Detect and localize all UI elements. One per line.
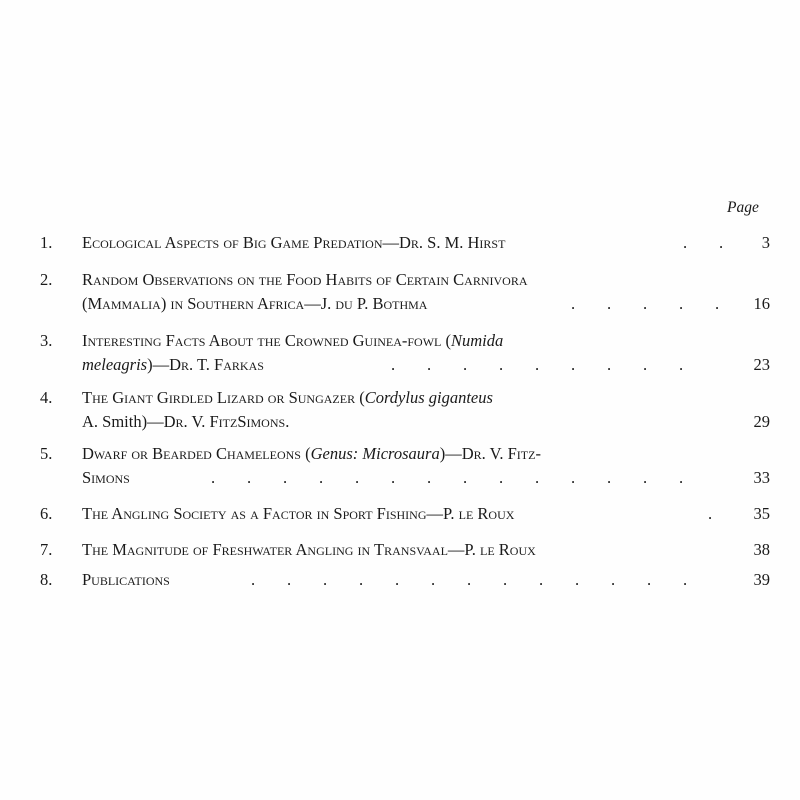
entry-page-number: 3 (761, 233, 770, 252)
entry-number: 6. (40, 504, 53, 523)
entry-number: 4. (40, 388, 53, 407)
leader-dots: . . . . . . . . . (390, 355, 684, 374)
entry-page-number: 35 (753, 504, 770, 523)
entry-title-line-1: Random Observations on the Food Habits of Certain Carnivora (82, 270, 528, 289)
entry-title: The Angling Society as a Factor in Sport Fishing—P. le Roux (82, 504, 515, 523)
entry-title-line-2: A. Smith)—Dr. V. FitzSimons. (82, 412, 290, 431)
entry-page-number: 33 (753, 468, 770, 487)
entry-title-line-2: (Mammalia) in Southern Africa—J. du P. Bothma (82, 294, 428, 313)
leader-dots: . . . . . . . . . . . . . (250, 570, 688, 589)
entry-title: The Magnitude of Freshwater Angling in Transvaal—P. le Roux (82, 540, 536, 559)
leader-dots: . . . . . (570, 294, 720, 313)
leader-dots: . (707, 504, 713, 523)
entry-page-number: 38 (753, 540, 770, 559)
entry-title-line-1: Interesting Facts About the Crowned Guinea-fowl (Numida (82, 331, 504, 350)
entry-number: 5. (40, 444, 53, 463)
entry-title-line-1: The Giant Girdled Lizard or Sungazer (Cordylus giganteus (82, 388, 493, 407)
entry-number: 2. (40, 270, 53, 289)
entry-page-number: 29 (753, 412, 770, 431)
entry-number: 8. (40, 570, 53, 589)
entry-number: 1. (40, 233, 53, 252)
leader-dots: . . . . . . . . . . . . . . (210, 468, 684, 487)
entry-title: Publications (82, 570, 170, 589)
entry-title-line-2: Simons (82, 468, 130, 487)
leader-dots: . . (682, 233, 724, 252)
entry-title-line-1: Dwarf or Bearded Chameleons (Genus: Microsaura)—Dr. V. Fitz- (82, 444, 541, 463)
entry-page-number: 39 (753, 570, 770, 589)
entry-title-line-2: meleagris)—Dr. T. Farkas (82, 355, 264, 374)
page-column-label: Page (727, 199, 759, 216)
entry-number: 7. (40, 540, 53, 559)
entry-number: 3. (40, 331, 53, 350)
entry-page-number: 23 (753, 355, 770, 374)
entry-page-number: 16 (753, 294, 770, 313)
entry-title: Ecological Aspects of Big Game Predation—Dr. S. M. Hirst (82, 233, 506, 252)
